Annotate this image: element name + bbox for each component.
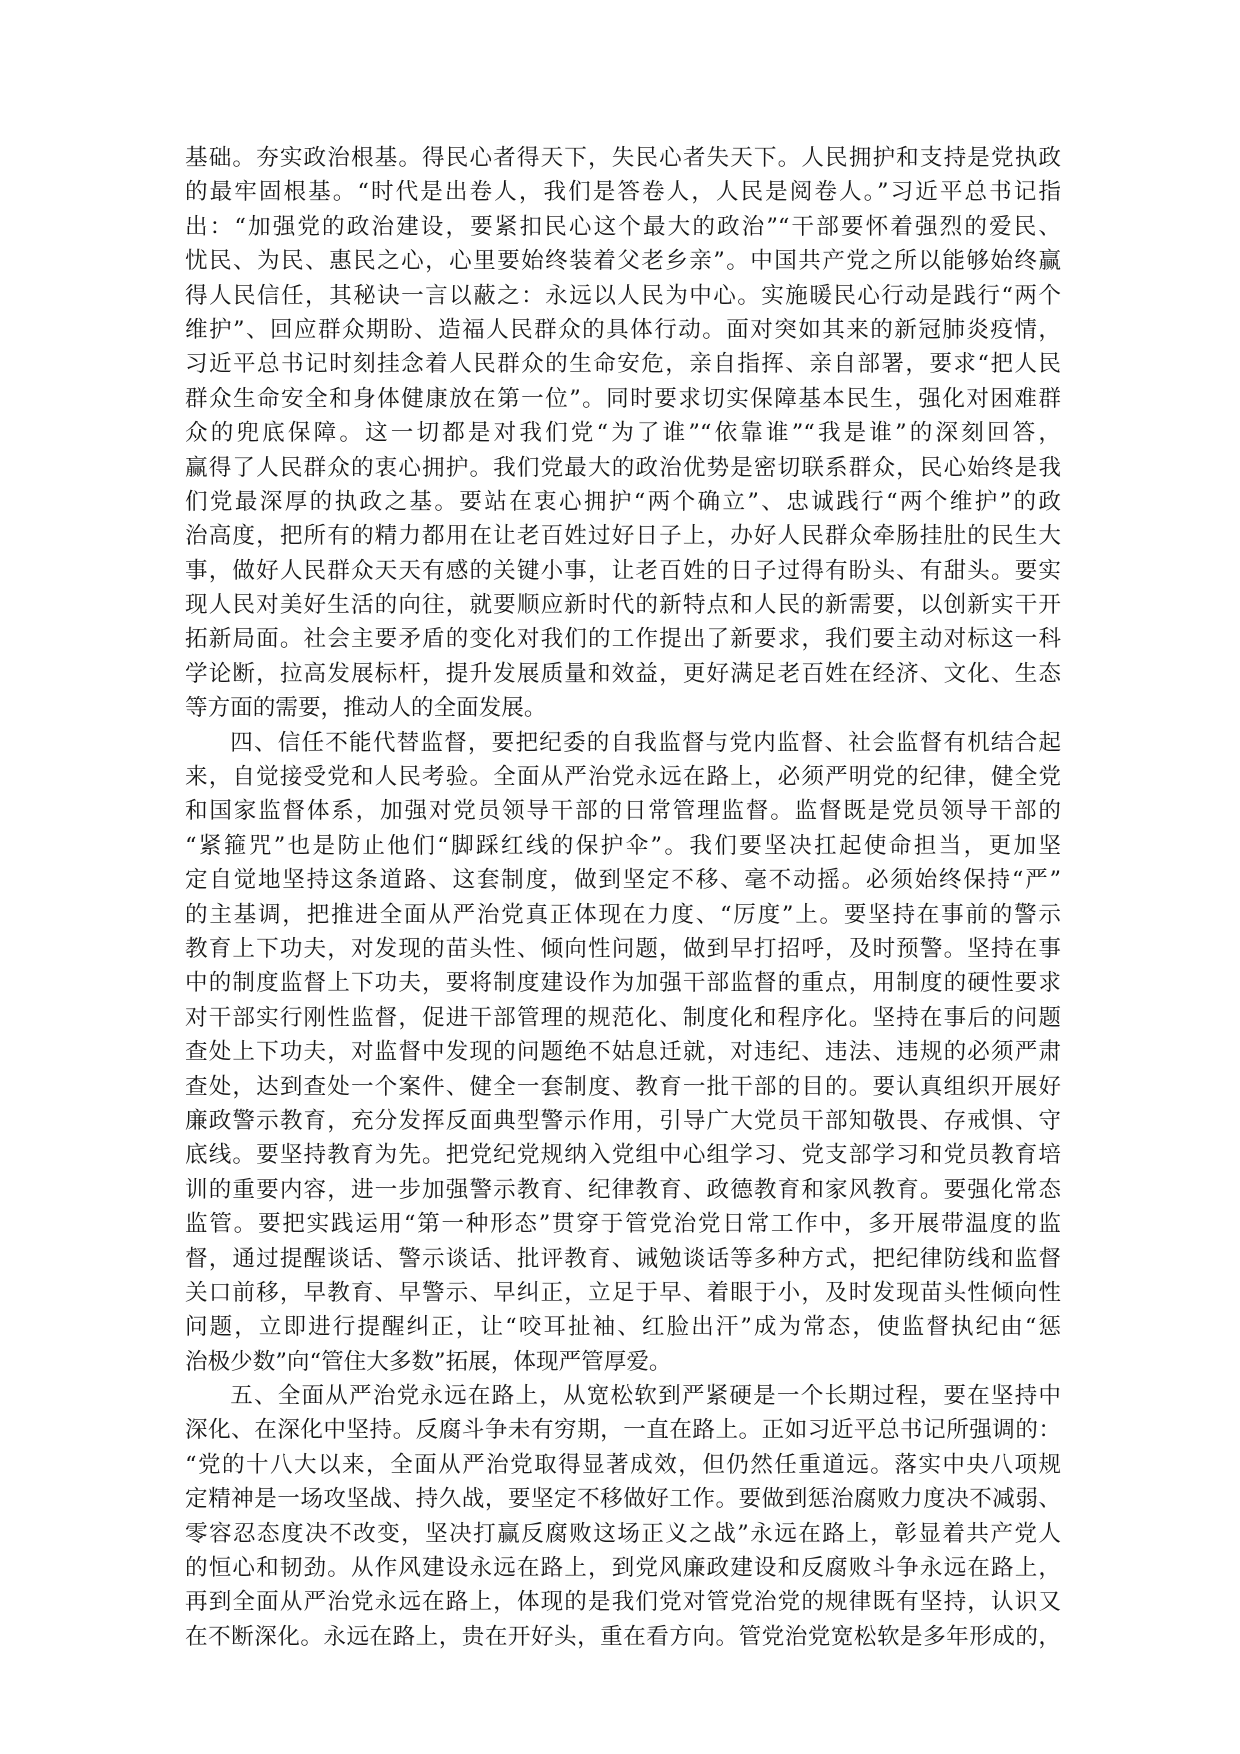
text-line: 查处，达到查处一个案件、健全一套制度、教育一批干部的目的。要认真组织开展好	[185, 1073, 1061, 1100]
text-line: 赢得了人民群众的衷心拥护。我们党最大的政治优势是密切联系群众，民心始终是我	[185, 454, 1061, 481]
text-line: 四、信任不能代替监督，要把纪委的自我监督与党内监督、社会监督有机结合起	[230, 729, 1061, 756]
text-line: 得人民信任，其秘诀一言以蔽之：永远以人民为中心。实施暖民心行动是践行“两个	[185, 282, 1061, 309]
text-line: 查处上下功夫，对监督中发现的问题绝不姑息迁就，对违纪、违法、违规的必须严肃	[185, 1039, 1061, 1066]
text-line: 等方面的需要，推动人的全面发展。	[185, 695, 547, 722]
text-line: “党的十八大以来，全面从严治党取得显著成效，但仍然任重道远。落实中央八项规	[185, 1451, 1061, 1478]
text-line: 再到全面从严治党永远在路上，体现的是我们党对管党治党的规律既有坚持，认识又	[185, 1589, 1061, 1616]
text-line: 训的重要内容，进一步加强警示教育、纪律教育、政德教育和家风教育。要强化常态	[185, 1176, 1061, 1203]
text-line: 在不断深化。永远在路上，贵在开好头，重在看方向。管党治党宽松软是多年形成的，	[185, 1623, 1061, 1650]
text-line: 关口前移，早教育、早警示、早纠正，立足于早、着眼于小，及时发现苗头性倾向性	[185, 1279, 1061, 1306]
text-line: 拓新局面。社会主要矛盾的变化对我们的工作提出了新要求，我们要主动对标这一科	[185, 626, 1061, 653]
text-line: 零容忍态度决不改变，坚决打赢反腐败这场正义之战”永远在路上，彰显着共产党人	[185, 1520, 1061, 1547]
text-line: 现人民对美好生活的向往，就要顺应新时代的新特点和人民的新需要，以创新实干开	[185, 592, 1061, 619]
text-line: 中的制度监督上下功夫，要将制度建设作为加强干部监督的重点，用制度的硬性要求	[185, 970, 1061, 997]
text-line: 督，通过提醒谈话、警示谈话、批评教育、诫勉谈话等多种方式，把纪律防线和监督	[185, 1245, 1061, 1272]
text-line: 的恒心和韧劲。从作风建设永远在路上，到党风廉政建设和反腐败斗争永远在路上，	[185, 1555, 1061, 1582]
text-line: 众的兜底保障。这一切都是对我们党“为了谁”“依靠谁”“我是谁”的深刻回答，	[185, 420, 1061, 447]
text-line: 问题，立即进行提醒纠正，让“咬耳扯袖、红脸出汗”成为常态，使监督执纪由“惩	[185, 1314, 1061, 1341]
text-line: 定精神是一场攻坚战、持久战，要坚定不移做好工作。要做到惩治腐败力度决不减弱、	[185, 1486, 1061, 1513]
document-page	[185, 141, 1061, 1654]
text-line: 群众生命安全和身体健康放在第一位”。同时要求切实保障基本民生，强化对困难群	[185, 385, 1061, 412]
text-line: 基础。夯实政治根基。得民心者得天下，失民心者失天下。人民拥护和支持是党执政	[185, 145, 1061, 171]
text-line: 对干部实行刚性监督，促进干部管理的规范化、制度化和程序化。坚持在事后的问题	[185, 1004, 1061, 1031]
text-line: 廉政警示教育，充分发挥反面典型警示作用，引导广大党员干部知敬畏、存戒惧、守	[185, 1107, 1061, 1134]
text-line: “紧箍咒”也是防止他们“脚踩红线的保护伞”。我们要坚决扛起使命担当，更加坚	[185, 832, 1061, 859]
text-line: 底线。要坚持教育为先。把党纪党规纳入党组中心组学习、党支部学习和党员教育培	[185, 1142, 1061, 1169]
text-line: 们党最深厚的执政之基。要站在衷心拥护“两个确立”、忠诚践行“两个维护”的政	[185, 488, 1061, 515]
text-line: 忧民、为民、惠民之心，心里要始终装着父老乡亲”。中国共产党之所以能够始终赢	[185, 248, 1061, 275]
text-line: 和国家监督体系，加强对党员领导干部的日常管理监督。监督既是党员领导干部的	[185, 798, 1061, 825]
text-line: 五、全面从严治党永远在路上，从宽松软到严紧硬是一个长期过程，要在坚持中	[230, 1383, 1061, 1410]
text-line: 的主基调，把推进全面从严治党真正体现在力度、“厉度”上。要坚持在事前的警示	[185, 901, 1061, 928]
text-line: 治极少数”向“管住大多数”拓展，体现严管厚爱。	[185, 1348, 672, 1375]
text-line: 来，自觉接受党和人民考验。全面从严治党永远在路上，必须严明党的纪律，健全党	[185, 764, 1061, 791]
text-line: 学论断，拉高发展标杆，提升发展质量和效益，更好满足老百姓在经济、文化、生态	[185, 660, 1061, 687]
text-line: 出：“加强党的政治建设，要紧扣民心这个最大的政治”“干部要怀着强烈的爱民、	[185, 213, 1061, 240]
text-line: 事，做好人民群众天天有感的关键小事，让老百姓的日子过得有盼头、有甜头。要实	[185, 557, 1061, 584]
text-line: 治高度，把所有的精力都用在让老百姓过好日子上，办好人民群众牵肠挂肚的民生大	[185, 523, 1061, 550]
text-line: 深化、在深化中坚持。反腐斗争未有穷期，一直在路上。正如习近平总书记所强调的：	[185, 1417, 1061, 1444]
text-line: 监管。要把实践运用“第一种形态”贯穿于管党治党日常工作中，多开展带温度的监	[185, 1211, 1061, 1238]
paragraph	[185, 1379, 1061, 1654]
text-line: 习近平总书记时刻挂念着人民群众的生命安危，亲自指挥、亲自部署，要求“把人民	[185, 351, 1061, 378]
paragraph	[185, 726, 1061, 1379]
text-line: 维护”、回应群众期盼、造福人民群众的具体行动。面对突如其来的新冠肺炎疫情，	[185, 316, 1061, 343]
text-line: 教育上下功夫，对发现的苗头性、倾向性问题，做到早打招呼，及时预警。坚持在事	[185, 935, 1061, 962]
text-line: 定自觉地坚持这条道路、这套制度，做到坚定不移、毫不动摇。必须始终保持“严”	[185, 867, 1061, 894]
text-line: 的最牢固根基。“时代是出卷人，我们是答卷人，人民是阅卷人。”习近平总书记指	[185, 179, 1061, 206]
paragraph	[185, 141, 1061, 726]
